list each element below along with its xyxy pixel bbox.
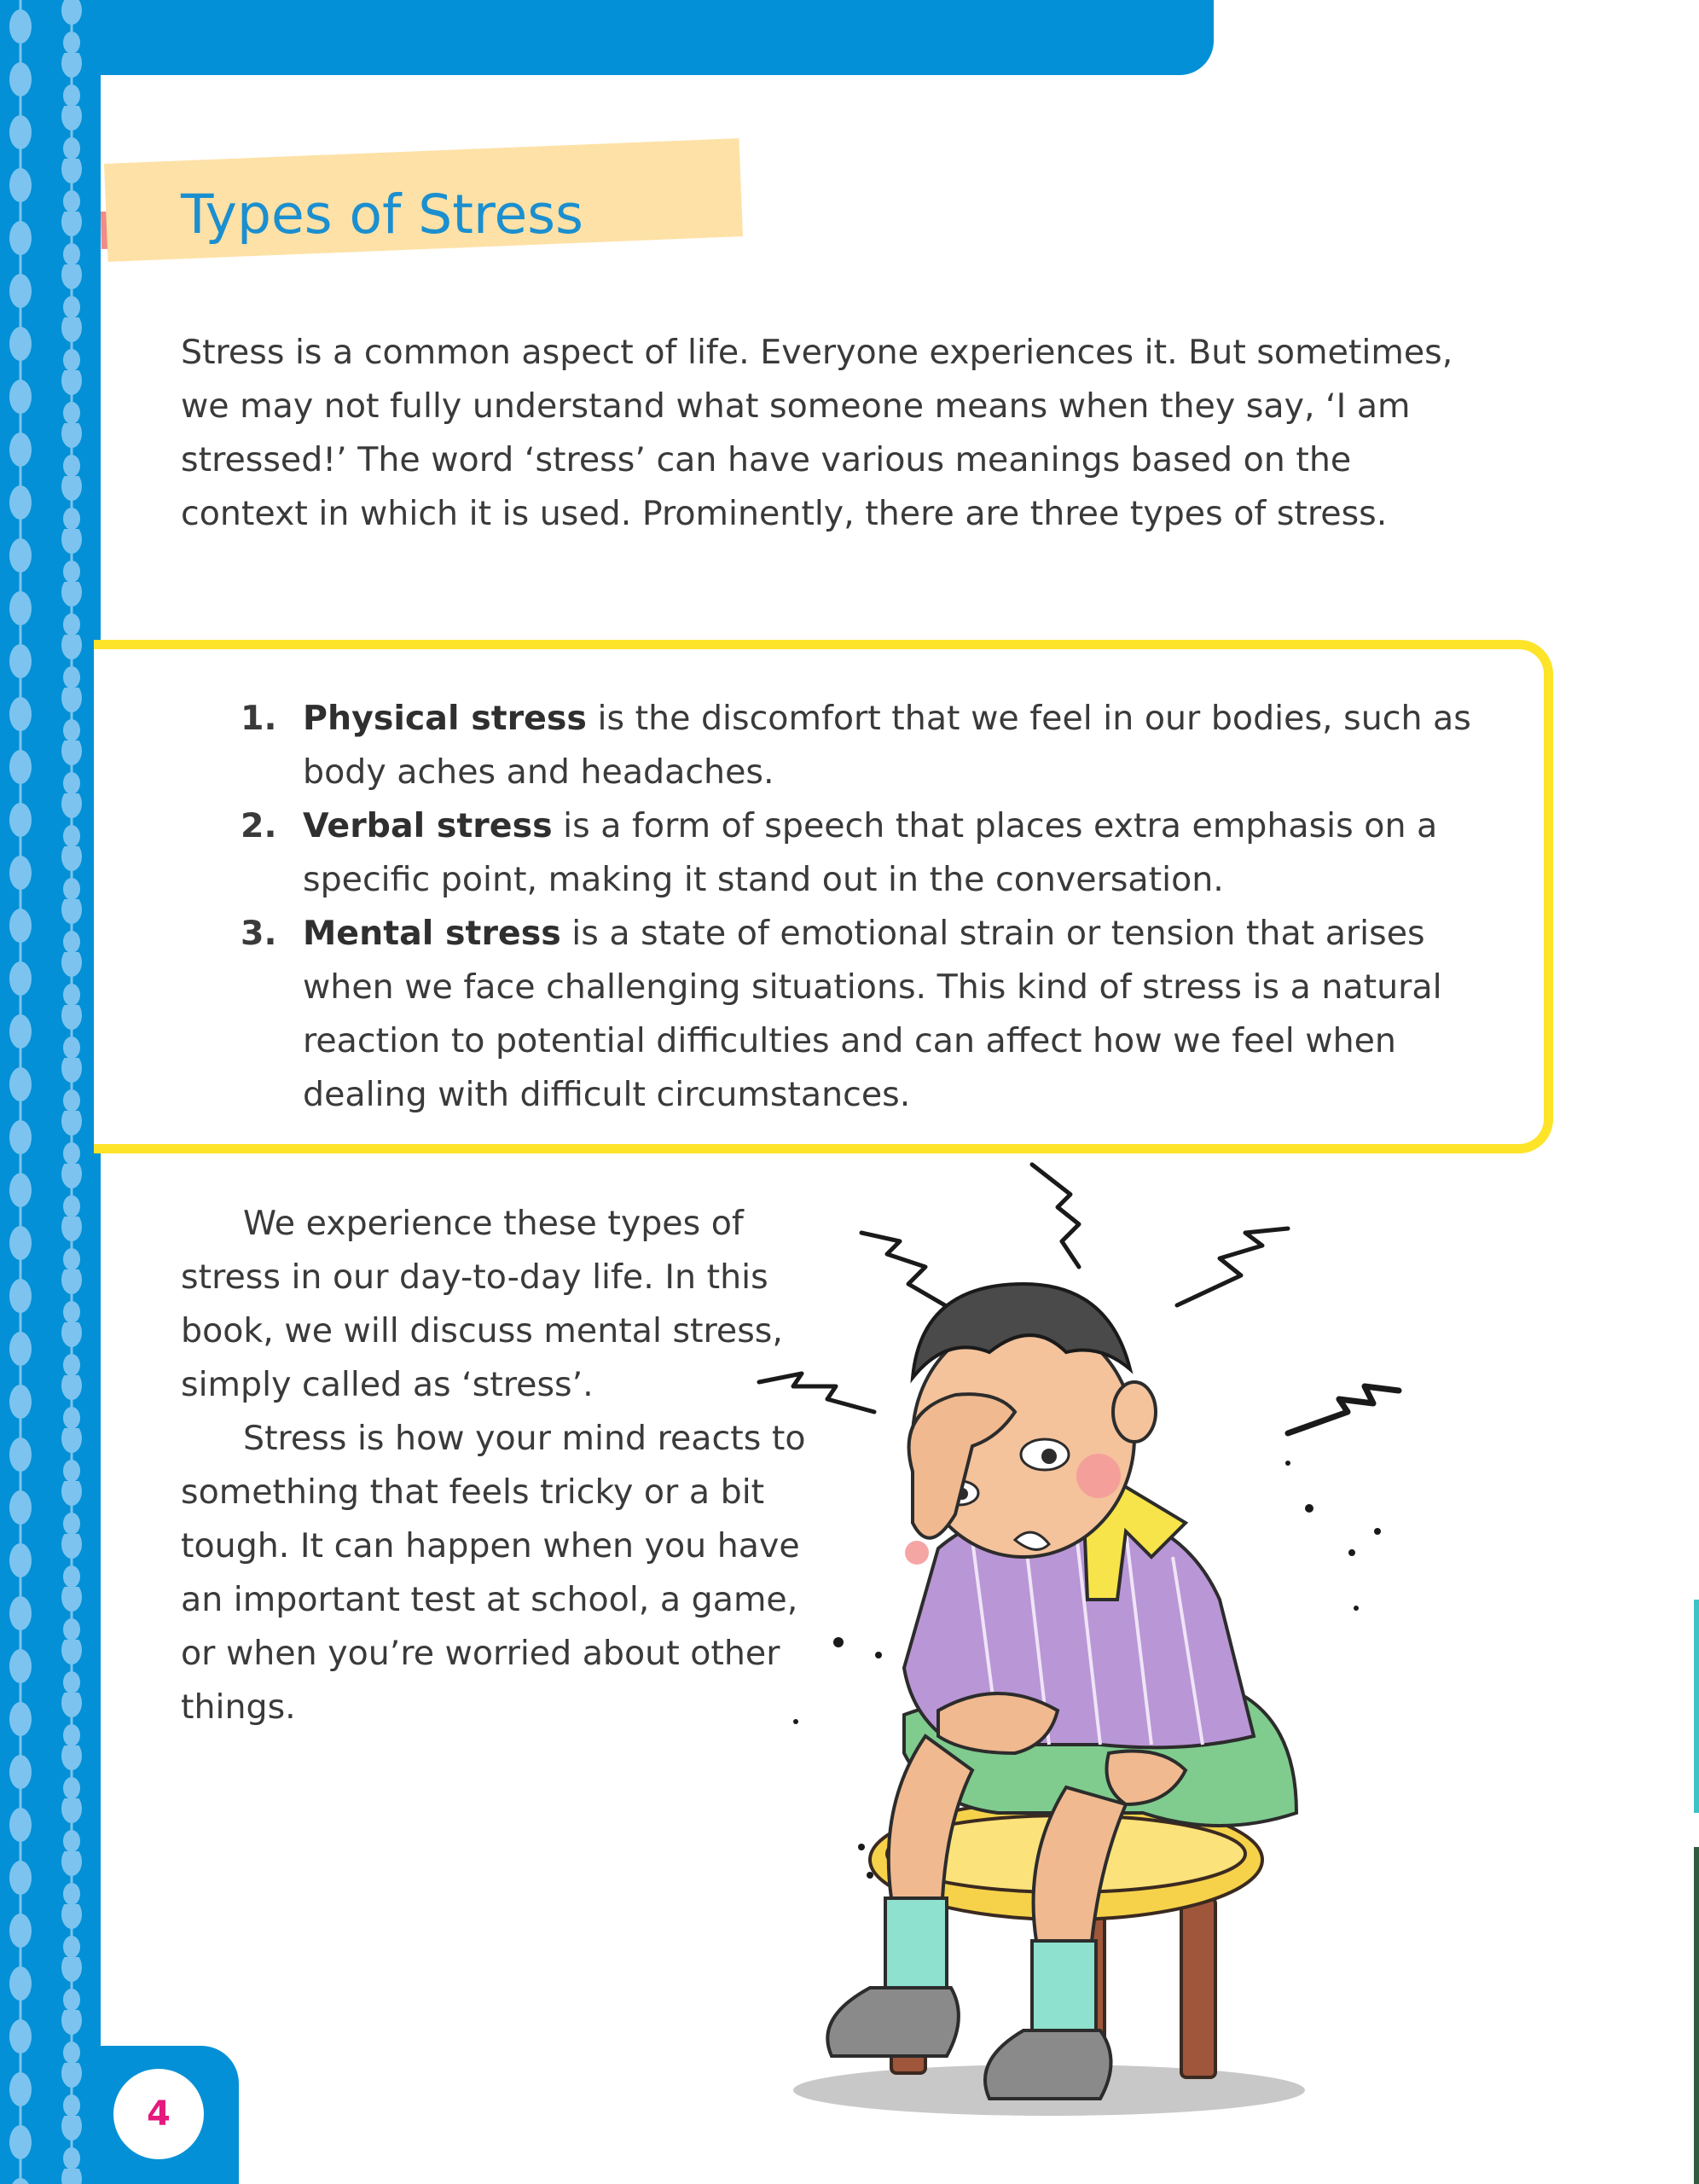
list-item-number: 2. bbox=[241, 806, 277, 845]
list-item bbox=[241, 907, 1503, 1122]
edge-strip bbox=[1694, 1847, 1699, 2184]
list-item-number: 1. bbox=[241, 699, 277, 738]
body-paragraph-text: Stress is how your mind reacts to something that feels tricky or a bit tough. It can happen when you have an important test at school, a game, or when you’re worried about other things. bbox=[181, 1419, 806, 1727]
body-paragraph bbox=[181, 1197, 838, 1412]
page-title: Types of Stress bbox=[181, 183, 583, 246]
list-item-text: is the discomfort that we feel in our bodies, such as body aches and headaches. bbox=[303, 699, 1471, 792]
list-item-term: Mental stress bbox=[303, 914, 561, 953]
list-item-term: Physical stress bbox=[303, 699, 587, 738]
bead-pattern-decoration bbox=[0, 0, 101, 2184]
body-text bbox=[181, 1197, 838, 1734]
list-item-text: is a form of speech that places extra emphasis on a specific point, making it stand out in the conversation. bbox=[303, 806, 1438, 899]
stress-types-list bbox=[241, 692, 1503, 1122]
top-header-bar bbox=[85, 0, 1214, 75]
left-decorative-border bbox=[0, 0, 101, 2184]
stressed-boy-illustration bbox=[742, 1156, 1510, 2120]
edge-strip bbox=[1694, 1600, 1699, 1813]
list-item bbox=[241, 799, 1503, 907]
list-item-text: is a state of emotional strain or tension that arises when we face challenging situations. This kind of stress is a natural reaction to potential difficulties and can affect how we feel when dealing with difficult circumstances. bbox=[303, 914, 1442, 1114]
list-item bbox=[241, 692, 1503, 799]
body-paragraph-text: We experience these types of stress in our day-to-day life. In this book, we will discuss mental stress, simply called as ‘stress’. bbox=[181, 1204, 783, 1404]
list-item-term: Verbal stress bbox=[303, 806, 553, 845]
list-item-number: 3. bbox=[241, 914, 277, 953]
page-number: 4 bbox=[113, 2069, 204, 2159]
intro-paragraph: Stress is a common aspect of life. Everyone experiences it. But sometimes, we may not fully understand what someone means when they say, ‘I am stressed!’ The word ‘stress’ can have various meanings based on the context in which it is used. Prominently, there are three types of stress. bbox=[181, 333, 1453, 533]
body-paragraph bbox=[181, 1412, 838, 1734]
